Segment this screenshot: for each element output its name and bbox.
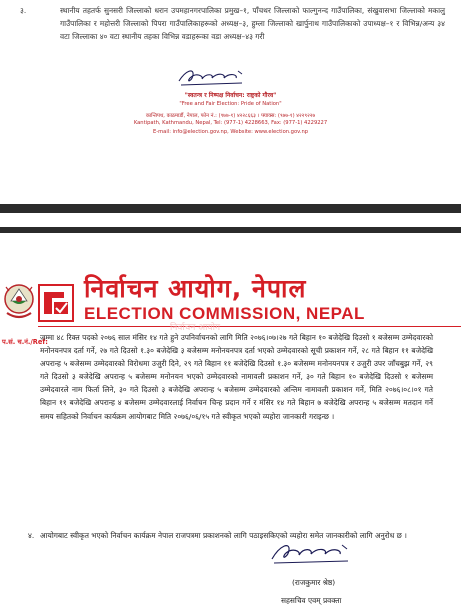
watermark-text: निर्वाचन आयोग — [170, 323, 221, 333]
item-text: स्थानीय तहतर्फ सुनसरी जिल्लाको धरान उपमहानगरपालिका प्रमुख–१, पाँचथर जिल्लाको फाल्गुनन्द गाउँपालिका, संखुवासभा जिल्लाको मकालु गाउँपालिका र महोत्तरी जिल्लाको पिपरा गाउँपालिकाहरूको अध्यक्ष–३, हुम्ला जिल्लाको खार्पुनाथ गाउँपालिकाको उपाध्यक्ष–१ र विभिन्न/अन्य ३४ वटा जिल्लाका ४० वटा स्थानीय तहका विभिन्न वडाहरूका वडा अध्यक्ष–४३ गरी — [60, 6, 445, 41]
footer-slogan-np: "स्वतन्त्र र निष्पक्ष निर्वाचन: राष्ट्रको गौरव" — [184, 92, 277, 99]
divider-bar — [0, 227, 461, 233]
item-number: ४. — [28, 531, 35, 540]
signatory-designation: सहसचिव एवम् प्रवक्ता — [281, 596, 342, 605]
document-page-2 — [0, 260, 461, 616]
body-paragraph — [28, 331, 433, 423]
item-text: आयोगबाट स्वीकृत भएको निर्वाचन कार्यक्रम नेपाल राजपत्रमा प्रकाशनको लागि पठाइसकिएको व्यहोरा समेत जानकारीको लागि अनुरोध छ । — [40, 531, 407, 540]
header-divider — [38, 326, 461, 327]
signature-page1 — [176, 66, 248, 88]
divider-bar — [0, 204, 461, 213]
footer-email-website: E-mail: info@election.gov.np, Website: www.election.gov.np — [152, 129, 309, 135]
footer-address-en: Kantipath, Kathmandu, Nepal, Tel: (977-1) 4228663, Fax: (977-1) 4229227 — [133, 120, 328, 126]
document-page-1 — [0, 0, 461, 196]
reference-label: प.सं. च.नं./Ref: — [2, 338, 48, 346]
footer-slogan-en: "Free and Fair Election: Pride of Nation" — [179, 101, 282, 107]
election-commission-logo-icon — [38, 284, 74, 322]
page-separator — [0, 196, 461, 260]
footer-address-np: कान्तिपथ, काठमाडौं, नेपाल, फोन नं.: (९७७-१) ४२२८६६३ । फ्याक्स: (९७७-१) ४२२९२२७ — [145, 113, 316, 119]
header-title-en: ELECTION COMMISSION, NEPAL — [84, 304, 365, 323]
signature-page2 — [268, 539, 354, 567]
signatory-name: (राजकुमार श्रेष्ठ) — [292, 578, 336, 587]
body-paragraph-text: जम्मा ४८ रिक्त पदको २०७६ साल मंसिर १४ गते हुने उपनिर्वाचनको लागि मिति २०७६।०७।२७ गते बिहान १० बजेदेखि दिउसो १ बजेसम्म उम्मेदवारको मनोनयनपत्र दर्ता गर्ने, २७ गते दिउसो १.३० बजेदेखि ३ बजेसम्म मनोनयनपत्र दर्ता भएको उम्मेदवारको सूची प्रकाशन गर्ने, २८ गते बिहान ११ बजेदेखि अपरान्ह ५ बजेसम्म उम्मेदवारको विरोधमा उजुरी दिने, २९ गते बिहान ११ बजेदेखि दिउसो १.३० बजेसम्म मनोनयनपत्र र उजुरी उपर जाँचबुझ गर्ने, २९ गते दिउसो ३ बजेदेखि अपरान्ह ५ बजेसम्म मनोनयन भएको उम्मेदवारको नामावली प्रकाशन गर्ने, ३० गते बिहान १० बजेदेखि दिउसो १ बजेसम्म उम्मेदवारले नाम फिर्ता लिने, ३० गते दिउसो ३ बजेदेखि अपरान्ह ५ बजेसम्म उम्मेदवारको अन्तिम नामावली प्रकाशन गर्ने, मिति २०७६।०८।०१ गते बिहान ११ बजेदेखि अपरान्ह ४ बजेसम्म उम्मेदवारलाई निर्वाचन चिन्ह प्रदान गर्ने र मंसिर १४ गते बिहान ७ बजेदेखि अपरान्ह ५ बजेसम्म मतदान गर्ने समय सहितको निर्वाचन कार्यक्रम आयोगबाट मिति २०७६/०६/१५ गते स्वीकृत भएको व्यहोरा जानकारी गराइन्छ । — [40, 333, 433, 421]
nepal-emblem-icon — [3, 281, 35, 325]
header-title-np: निर्वाचन आयोग, नेपाल — [84, 274, 307, 303]
item-number: ३. — [20, 6, 27, 15]
